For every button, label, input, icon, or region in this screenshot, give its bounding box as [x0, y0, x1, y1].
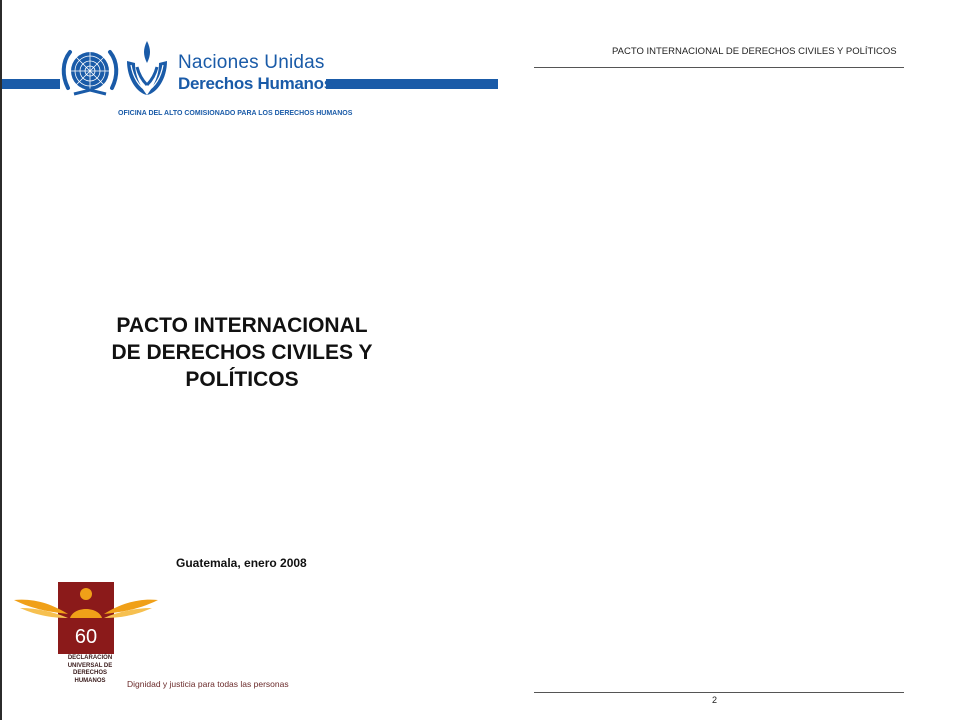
org-name-line1: Naciones Unidas: [178, 52, 325, 73]
document-title: [92, 312, 392, 393]
page-2: [498, 0, 960, 720]
place-and-date: Guatemala, enero 2008: [176, 556, 307, 570]
header-blue-bar-right: [326, 79, 498, 89]
slogan: Dignidad y justicia para todas las personas: [127, 679, 289, 689]
un-emblem-icon: [60, 44, 120, 100]
declaration-line-1: DECLARACIÓN: [67, 655, 113, 661]
declaration-line-2: UNIVERSAL DE: [67, 662, 113, 669]
footer-rule: [534, 692, 904, 693]
running-header: PACTO INTERNACIONAL DE DERECHOS CIVILES Y POLÍTICOS: [612, 46, 897, 57]
declaration-line-3: DERECHOS: [72, 670, 107, 676]
office-subtitle: OFICINA DEL ALTO COMISIONADO PARA LOS DERECHOS HUMANOS: [118, 110, 353, 117]
org-name-line2: Derechos Humanos: [178, 74, 333, 93]
document-title-line-3: POLÍTICOS: [185, 368, 299, 391]
declaration-60-emblem-icon: [12, 578, 160, 658]
page-number: 2: [712, 695, 718, 705]
header-rule: [534, 67, 904, 68]
header-blue-bar-left: [2, 79, 60, 89]
human-rights-hands-icon: [121, 37, 173, 99]
emblem-number: 60: [74, 626, 98, 648]
document-title-line-2: DE DERECHOS CIVILES Y: [111, 341, 373, 364]
declaration-text: [52, 655, 128, 685]
declaration-line-4: HUMANOS: [74, 677, 106, 684]
document-title-line-1: PACTO INTERNACIONAL: [116, 314, 368, 337]
